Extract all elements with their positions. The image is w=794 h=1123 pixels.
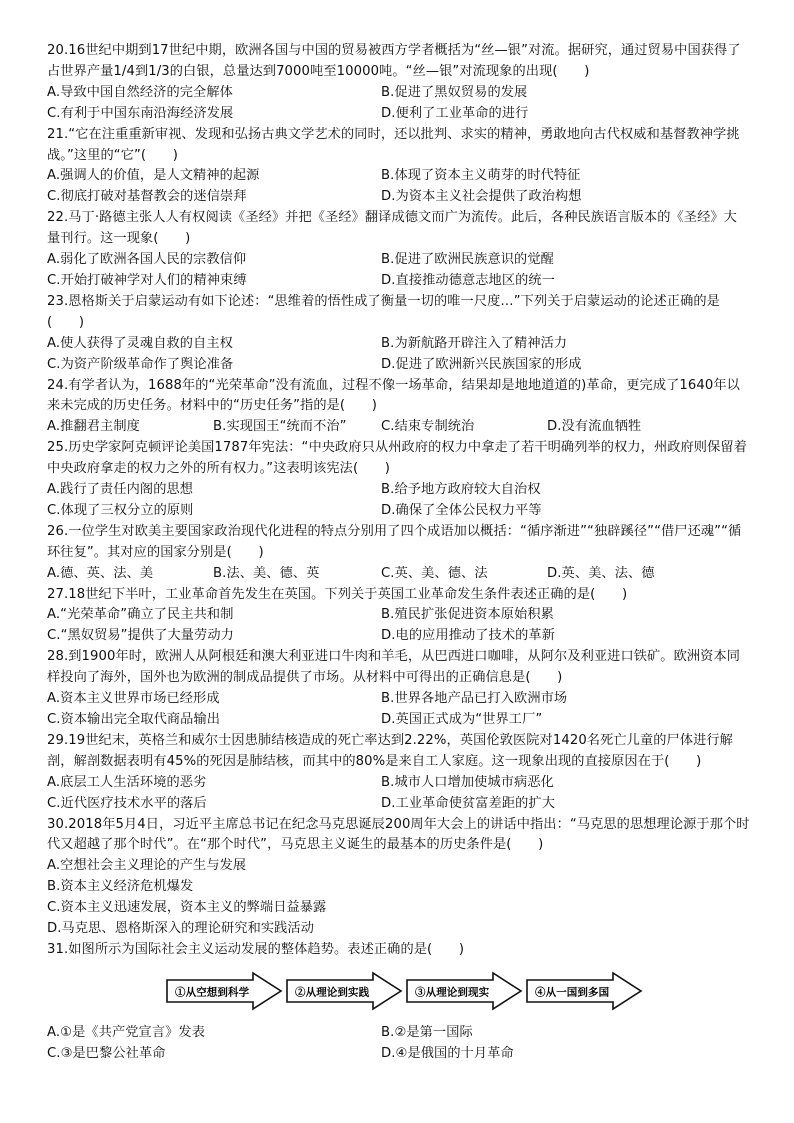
option-c[interactable]: C.③是巴黎公社革命 bbox=[47, 1045, 166, 1061]
arrow-1 bbox=[167, 973, 281, 1009]
question-29 bbox=[47, 731, 750, 815]
option-d[interactable]: D.便利了工业革命的进行 bbox=[381, 105, 529, 121]
option-d[interactable]: D.英、美、法、德 bbox=[547, 565, 655, 581]
arrow-4 bbox=[527, 973, 641, 1009]
question-stem: 30.2018年5月4日，习近平主席总书记在纪念马克思诞辰200周年大会上的讲话中指出：“马克思的思想理论源于那个时代又超越了那个时代”。在“那个时代”，马克思主义诞生的最基本的历史条件是( ) bbox=[47, 816, 750, 853]
options bbox=[47, 166, 750, 208]
options bbox=[47, 773, 750, 815]
question-21 bbox=[47, 125, 750, 209]
option-c[interactable]: C.有利于中国东南沿海经济发展 bbox=[47, 105, 234, 121]
option-d[interactable]: D.电的应用推动了技术的革新 bbox=[381, 628, 555, 644]
option-d[interactable]: D.④是俄国的十月革命 bbox=[381, 1045, 514, 1061]
question-stem: 22.马丁·路德主张人人有权阅读《圣经》并把《圣经》翻译成德文而广为流传。此后，各种民族语言版本的《圣经》大量刊行。这一现象( ) bbox=[47, 210, 737, 247]
options bbox=[47, 856, 750, 940]
options bbox=[47, 480, 750, 522]
option-a[interactable]: A.强调人的价值，是人文精神的起源 bbox=[47, 168, 260, 184]
option-a[interactable]: A.资本主义世界市场已经形成 bbox=[47, 691, 220, 707]
question-stem: 31.如图所示为国际社会主义运动发展的整体趋势。表述正确的是( ) bbox=[47, 941, 465, 957]
option-a[interactable]: A.底层工人生活环境的恶劣 bbox=[47, 774, 207, 790]
arrow-label-3: ③从理论到现实 bbox=[415, 986, 490, 999]
arrow-label-2: ②从理论到实践 bbox=[295, 986, 370, 999]
option-a[interactable]: A.推翻君主制度 bbox=[47, 419, 140, 435]
options bbox=[47, 250, 750, 292]
question-26 bbox=[47, 522, 750, 585]
option-a[interactable]: A.空想社会主义理论的产生与发展 bbox=[47, 858, 247, 874]
option-c[interactable]: C.资本输出完全取代商品输出 bbox=[47, 712, 221, 727]
question-30 bbox=[47, 815, 750, 940]
question-28 bbox=[47, 647, 750, 731]
question-stem: 25.历史学家阿克顿评论美国1787年宪法：“中央政府只从州政府的权力中拿走了若干明确列举的权力，州政府则保留着中央政府拿走的权力之外的所有权力。”这表明该宪法( ) bbox=[47, 440, 747, 477]
option-c[interactable]: C.“黑奴贸易”提供了大量劳动力 bbox=[47, 628, 234, 644]
question-stem: 27.18世纪下半叶，工业革命首先发生在英国。下列关于英国工业革命发生条件表述正确的是( ) bbox=[47, 586, 628, 602]
option-b[interactable]: B.世界各地产品已打入欧洲市场 bbox=[381, 691, 568, 707]
question-stem: 26.一位学生对欧美主要国家政治现代化进程的特点分别用了四个成语加以概括：“循序渐进”“独辟蹊径”“借尸还魂”“循环往复”。其对应的国家分别是( ) bbox=[47, 523, 742, 560]
options bbox=[47, 1023, 750, 1065]
question-22 bbox=[47, 208, 750, 292]
question-stem: 24.有学者认为，1688年的“光荣革命”没有流血，过程不像一场革命，结果却是地地道道的)革命，更完成了1640年以来未完成的历史任务。材料中的“历史任务”指的是( ) bbox=[47, 377, 740, 414]
arrow-label-1: ①从空想到科学 bbox=[175, 986, 250, 999]
option-a[interactable]: A.导致中国自然经济的完全解体 bbox=[47, 84, 233, 100]
trend-diagram bbox=[47, 961, 750, 1023]
question-25 bbox=[47, 438, 750, 522]
option-c[interactable]: C.资本主义迅速发展，资本主义的弊端日益暴露 bbox=[47, 900, 327, 916]
option-b[interactable]: B.实现国王“统而不治” bbox=[213, 419, 347, 435]
option-a[interactable]: A.德、英、法、美 bbox=[47, 565, 154, 581]
arrow-3 bbox=[407, 973, 521, 1009]
question-31 bbox=[47, 940, 750, 1065]
question-24 bbox=[47, 376, 750, 439]
option-b[interactable]: B.给予地方政府较大自治权 bbox=[381, 482, 541, 498]
option-a[interactable]: A.弱化了欧洲各国人民的宗教信仰 bbox=[47, 252, 247, 268]
option-c[interactable]: C.近代医疗技术水平的落后 bbox=[47, 795, 207, 811]
options bbox=[47, 83, 750, 125]
option-b[interactable]: B.资本主义经济危机爆发 bbox=[47, 879, 194, 895]
option-c[interactable]: C.体现了三权分立的原则 bbox=[47, 502, 194, 518]
option-a[interactable]: A.使人获得了灵魂自救的自主权 bbox=[47, 335, 233, 351]
option-a[interactable]: A.①是《共产党宣言》发表 bbox=[47, 1024, 205, 1040]
option-d[interactable]: D.马克思、恩格斯深入的理论研究和实践活动 bbox=[47, 921, 315, 937]
question-stem: 28.到1900年时，欧洲人从阿根廷和澳大利亚进口牛肉和羊毛，从巴西进口咖啡，从阿尔及利亚进口铁矿。欧洲资本同样投向了海外，国外也为欧洲的制成品提供了市场。从材料中可得出的正确信息是( ) bbox=[47, 649, 741, 686]
options bbox=[47, 417, 750, 438]
option-c[interactable]: C.开始打破神学对人们的精神束缚 bbox=[47, 272, 247, 288]
exam-page bbox=[47, 41, 750, 1065]
arrow-chain bbox=[165, 971, 647, 1011]
option-d[interactable]: D.直接推动德意志地区的统一 bbox=[381, 272, 555, 288]
question-stem: 20.16世纪中期到17世纪中期，欧洲各国与中国的贸易被西方学者概括为“丝—银”对流。据研究，通过贸易中国获得了占世界产量1/4到1/3的白银，总量达到7000吨至10000吨。“丝—银”对流现象的出现( ) bbox=[47, 43, 741, 79]
option-d[interactable]: D.英国正式成为“世界工厂” bbox=[381, 712, 543, 727]
option-b[interactable]: B.②是第一国际 bbox=[381, 1024, 473, 1040]
option-a[interactable]: A.“光荣革命”确立了民主共和制 bbox=[47, 607, 234, 623]
option-b[interactable]: B.体现了资本主义萌芽的时代特征 bbox=[381, 168, 581, 184]
option-b[interactable]: B.殖民扩张促进资本原始积累 bbox=[381, 607, 554, 623]
option-c[interactable]: C.英、美、德、法 bbox=[381, 565, 488, 581]
option-d[interactable]: D.没有流血牺牲 bbox=[547, 419, 642, 435]
option-a[interactable]: A.践行了责任内阁的思想 bbox=[47, 482, 194, 498]
option-b[interactable]: B.促进了黑奴贸易的发展 bbox=[381, 84, 528, 100]
option-b[interactable]: B.城市人口增加使城市病恶化 bbox=[381, 774, 554, 790]
options bbox=[47, 564, 750, 585]
question-stem: 21.“它在注重重新审视、发现和弘扬古典文学艺术的同时，还以批判、求实的精神，勇敢地向古代权威和基督教神学挑战。”这里的“它”( ) bbox=[47, 126, 740, 163]
option-b[interactable]: B.法、美、德、英 bbox=[213, 565, 320, 581]
option-b[interactable]: B.促进了欧洲民族意识的觉醒 bbox=[381, 252, 554, 268]
options bbox=[47, 334, 750, 376]
option-d[interactable]: D.为资本主义社会提供了政治构想 bbox=[381, 189, 582, 205]
option-c[interactable]: C.为资产阶级革命作了舆论准备 bbox=[47, 356, 234, 372]
options bbox=[47, 689, 750, 731]
option-d[interactable]: D.确保了全体公民权力平等 bbox=[381, 502, 542, 518]
question-23 bbox=[47, 292, 750, 376]
question-stem: 29.19世纪末，英格兰和威尔士因患肺结核造成的死亡率达到2.22%，英国伦敦医院对1420名死亡儿童的尸体进行解剖，解剖数据表明有45%的死因是肺结核，而其中的80%是来自工人家庭。这一现象出现的直接原因在于( ) bbox=[47, 732, 733, 769]
arrow-label-4: ④从一国到多国 bbox=[535, 986, 610, 999]
option-d[interactable]: D.促进了欧洲新兴民族国家的形成 bbox=[381, 356, 582, 372]
option-c[interactable]: C.结束专制统治 bbox=[381, 419, 475, 435]
question-stem: 23.恩格斯关于启蒙运动有如下论述：“思维着的悟性成了衡量一切的唯一尺度…”下列关于启蒙运动的论述正确的是( ) bbox=[47, 293, 720, 330]
option-d[interactable]: D.工业革命使贫富差距的扩大 bbox=[381, 795, 555, 811]
options bbox=[47, 605, 750, 647]
option-b[interactable]: B.为新航路开辟注入了精神活力 bbox=[381, 335, 568, 351]
option-c[interactable]: C.彻底打破对基督教会的迷信崇拜 bbox=[47, 189, 247, 205]
question-27 bbox=[47, 585, 750, 648]
arrow-2 bbox=[287, 973, 401, 1009]
question-20 bbox=[47, 41, 750, 125]
